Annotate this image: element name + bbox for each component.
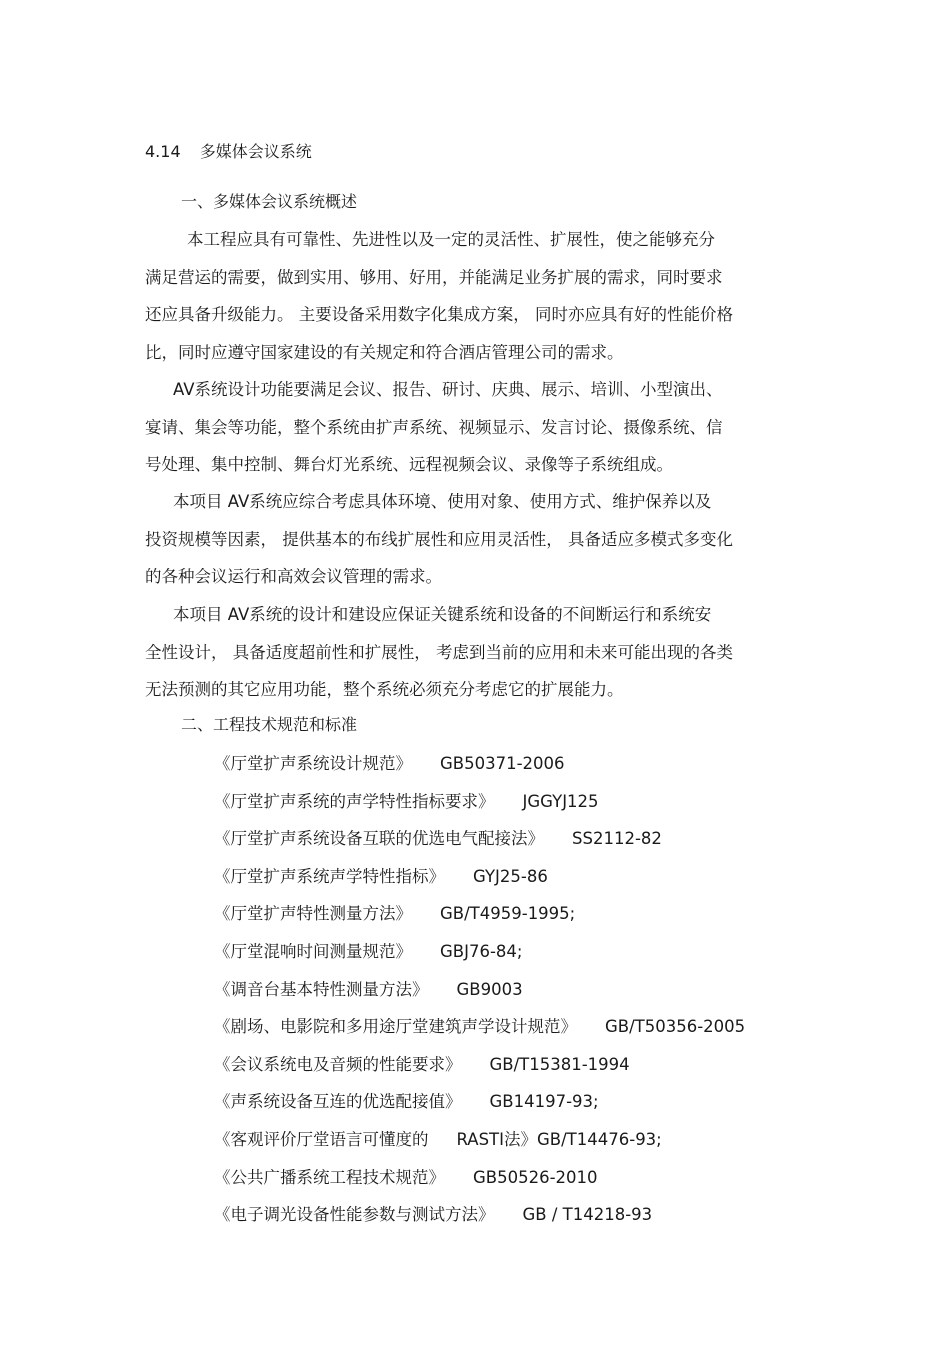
paragraph-line: 全性设计， 具备适度超前性和扩展性， 考虑到当前的应用和未来可能出现的各类 [145, 642, 733, 662]
standard-name: 《厅堂扩声系统设备互联的优选电气配接法》 [214, 829, 544, 849]
standard-code: GB50526-2010 [473, 1167, 598, 1187]
standard-item [214, 895, 745, 933]
standard-name: 《会议系统电及音频的性能要求》 [214, 1054, 462, 1074]
standard-name: 《剧场、电影院和多用途厅堂建筑声学设计规范》 [214, 1017, 577, 1037]
standard-name: 《调音台基本特性测量方法》 [214, 979, 429, 999]
standard-name: 《电子调光设备性能参数与测试方法》 [214, 1205, 495, 1225]
standard-code: GB50371-2006 [440, 754, 565, 773]
standard-code: RASTI法》GB/T14476-93; [456, 1129, 662, 1149]
standard-item [214, 820, 745, 858]
standard-code: GB/T15381-1994 [489, 1054, 630, 1074]
standard-name: 《公共广播系统工程技术规范》 [214, 1167, 445, 1187]
standard-item [214, 1159, 745, 1197]
section-title [145, 140, 312, 164]
standard-name: 《声系统设备互连的优选配接值》 [214, 1092, 462, 1112]
paragraph-line: 本项目 AV系统的设计和建设应保证关键系统和设备的不间断运行和系统安 [173, 605, 712, 624]
standards-list [214, 745, 745, 1234]
standard-name: 《厅堂扩声系统的声学特性指标要求》 [214, 791, 495, 811]
section-number: 4.14 [145, 142, 181, 161]
standard-item [214, 1121, 745, 1159]
standard-code: GB/T4959-1995; [440, 904, 576, 924]
standard-code: GB14197-93; [489, 1092, 599, 1112]
part2-heading: 二、工程技术规范和标准 [181, 715, 358, 734]
standard-code: GB/T50356-2005 [605, 1017, 746, 1037]
standard-item [214, 858, 745, 896]
standard-code: GB / T14218-93 [522, 1205, 653, 1225]
paragraph-line: 本项目 AV系统应综合考虑具体环境、使用对象、使用方式、维护保养以及 [173, 492, 712, 511]
standard-item [214, 1196, 745, 1234]
standard-item [214, 1083, 745, 1121]
paragraph-line: 宴请、集会等功能，整个系统由扩声系统、视频显示、发言讨论、摄像系统、信 [145, 417, 723, 437]
standard-item [214, 933, 745, 971]
paragraph-line: 满足营运的需要，做到实用、够用、好用，并能满足业务扩展的需求，同时要求 [145, 267, 723, 287]
standard-code: GB9003 [456, 979, 523, 999]
standard-code: SS2112-82 [572, 829, 662, 849]
paragraph-line: AV系统设计功能要满足会议、报告、研讨、庆典、展示、培训、小型演出、 [173, 380, 723, 399]
standard-code: GYJ25-86 [473, 866, 548, 886]
standard-item [214, 783, 745, 821]
standard-name: 《厅堂扩声系统设计规范》 [214, 754, 412, 773]
standard-name: 《厅堂混响时间测量规范》 [214, 941, 412, 961]
standard-name: 《厅堂扩声特性测量方法》 [214, 904, 412, 924]
paragraph-2 [145, 371, 810, 484]
section-title-text: 多媒体会议系统 [199, 142, 312, 161]
standard-item [214, 971, 745, 1009]
paragraph-1 [145, 221, 810, 371]
standard-item [214, 1008, 745, 1046]
standard-item [214, 745, 745, 783]
paragraph-line: 的各种会议运行和高效会议管理的需求。 [145, 567, 442, 586]
paragraph-line: 还应具备升级能力。 主要设备采用数字化集成方案， 同时亦应具有好的性能价格 [145, 305, 733, 324]
standard-code: JGGYJ125 [522, 791, 599, 811]
part1-heading: 一、多媒体会议系统概述 [181, 192, 358, 211]
standard-code: GBJ76-84; [440, 941, 523, 961]
paragraph-4 [145, 596, 810, 709]
paragraph-line: 比，同时应遵守国家建设的有关规定和符合酒店管理公司的需求。 [145, 342, 624, 362]
paragraph-line: 号处理、集中控制、舞台灯光系统、远程视频会议、录像等子系统组成。 [145, 455, 673, 474]
paragraph-line: 本工程应具有可靠性、先进性以及一定的灵活性、扩展性，使之能够充分 [187, 230, 715, 249]
paragraph-line: 投资规模等因素， 提供基本的布线扩展性和应用灵活性， 具备适应多模式多变化 [145, 529, 733, 549]
standard-item [214, 1046, 745, 1084]
paragraph-line: 无法预测的其它应用功能，整个系统必须充分考虑它的扩展能力。 [145, 680, 624, 699]
standard-name: 《厅堂扩声系统声学特性指标》 [214, 866, 445, 886]
standard-name: 《客观评价厅堂语言可懂度的 [214, 1129, 429, 1149]
paragraph-3 [145, 483, 810, 596]
